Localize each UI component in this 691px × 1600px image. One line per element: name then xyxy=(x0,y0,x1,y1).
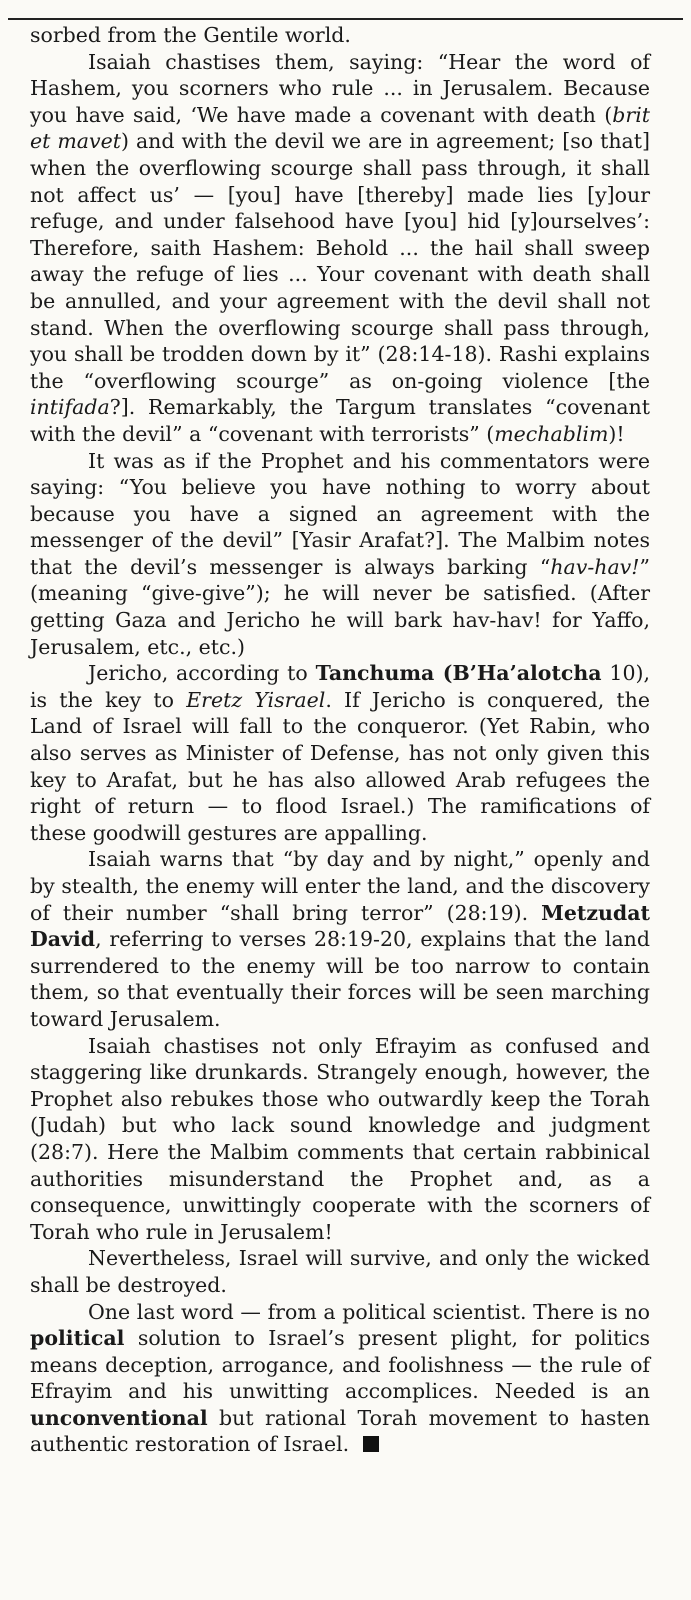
article-column xyxy=(30,22,650,1458)
paragraph-3 xyxy=(30,660,650,846)
text-run: but rational Torah movement to hasten authentic restoration of Israel. xyxy=(30,1405,650,1457)
bold-term: unconventional xyxy=(30,1405,208,1430)
italic-term: mechablim xyxy=(494,421,609,446)
bold-term: Metzudat David xyxy=(30,900,650,952)
paragraph-1 xyxy=(30,49,650,448)
italic-term: intifada xyxy=(30,395,110,420)
text-run: Isaiah warns that “by day and by night,” openly and by stealth, the enemy will enter the land, and the discovery of their number “shall bring terror” (28:19). xyxy=(30,847,650,925)
end-of-article-square-icon xyxy=(363,1436,379,1452)
paragraph-7 xyxy=(30,1299,650,1459)
text-run: )! xyxy=(608,421,625,446)
text-run: Isaiah chastises them, saying: “Hear the word of Hashem, you scorners who rule ... in Jerusalem. Because you have said, ‘We have made a covenant with death ( xyxy=(30,49,650,127)
text-run: One last word — from a political scientist. There is no xyxy=(88,1299,650,1324)
bold-term: Tanchuma (B’Ha’alotcha xyxy=(315,661,602,686)
text-run: sorbed from the Gentile world. xyxy=(30,23,351,47)
text-run: ” (meaning “give-give”); he will never be satisfied. (After getting Gaza and Jericho he will bark hav-hav! for Yaffo, Jerusalem, etc., etc.) xyxy=(30,554,650,659)
text-run: Nevertheless, Israel will survive, and only the wicked shall be destroyed. xyxy=(30,1246,650,1297)
paragraph-6 xyxy=(30,1245,650,1298)
paragraph-2 xyxy=(30,448,650,661)
text-run: Jericho, according to xyxy=(88,661,316,686)
text-run: Isaiah chastises not only Efrayim as confused and staggering like drunkards. Strangely enough, however, the Prophet also rebukes those who outwardly keep the Torah (Judah) but who lack sound knowledge and judgment (28:7). Here the Malbim comments that certain rabbinical authorities misunderstand the Prophet and, as a consequence, unwittingly cooperate with the scorners of Torah who rule in Jerusalem! xyxy=(30,1033,650,1244)
text-run: ?]. Remarkably, the Targum translates “covenant with the devil” a “covenant with terrorists” ( xyxy=(30,395,650,446)
text-run: , referring to verses 28:19-20, explains that the land surrendered to the enemy will be too narrow to contain them, so that eventually their forces will be seen marching toward Jerusalem. xyxy=(30,927,650,1031)
text-run: 10), is the key to xyxy=(30,661,650,712)
paragraph-4 xyxy=(30,846,650,1032)
text-run: ) and with the devil we are in agreement; [so that] when the overflowing scourge shall pass through, it shall not affect us’ — [you] have [thereby] made lies [y]our refuge, and under falsehood have [you] hid [y]ourselves’: Therefore, saith Hashem: Behold ... the hail shall sweep away the refuge of lies ... Your covenant with death shall be annulled, and your agreement with the devil shall not stand. When the overflowing scourge shall pass through, you shall be trodden down by it” (28:14-18). Rashi explains the “overflowing scourge” as on-going violence [the xyxy=(30,129,651,393)
italic-term: brit et mavet xyxy=(30,102,650,154)
italic-term: Eretz Yisrael xyxy=(186,687,326,712)
italic-term: hav-hav! xyxy=(550,554,640,579)
bold-term: political xyxy=(30,1326,125,1351)
text-run: . If Jericho is conquered, the Land of Israel will fall to the conqueror. (Yet Rabin, who also serves as Minister of Defense, has not only given this key to Arafat, but he has also allowed Arab refugees the right of return — to flood Israel.) The ramifications of these goodwill gestures are appalling. xyxy=(30,687,650,845)
paragraph-5 xyxy=(30,1033,650,1246)
text-run: It was as if the Prophet and his commentators were saying: “You believe you have nothing to worry about because you have a signed an agreement with the messenger of the devil” [Yasir Arafat?]. The Malbim notes that the devil’s messenger is always barking “ xyxy=(30,448,650,579)
top-rule xyxy=(8,18,683,20)
text-run: solution to Israel’s present plight, for politics means deception, arrogance, and foolishness — the rule of Efrayim and his unwitting accomplices. Needed is an xyxy=(30,1326,650,1404)
paragraph-continuation xyxy=(30,22,650,49)
